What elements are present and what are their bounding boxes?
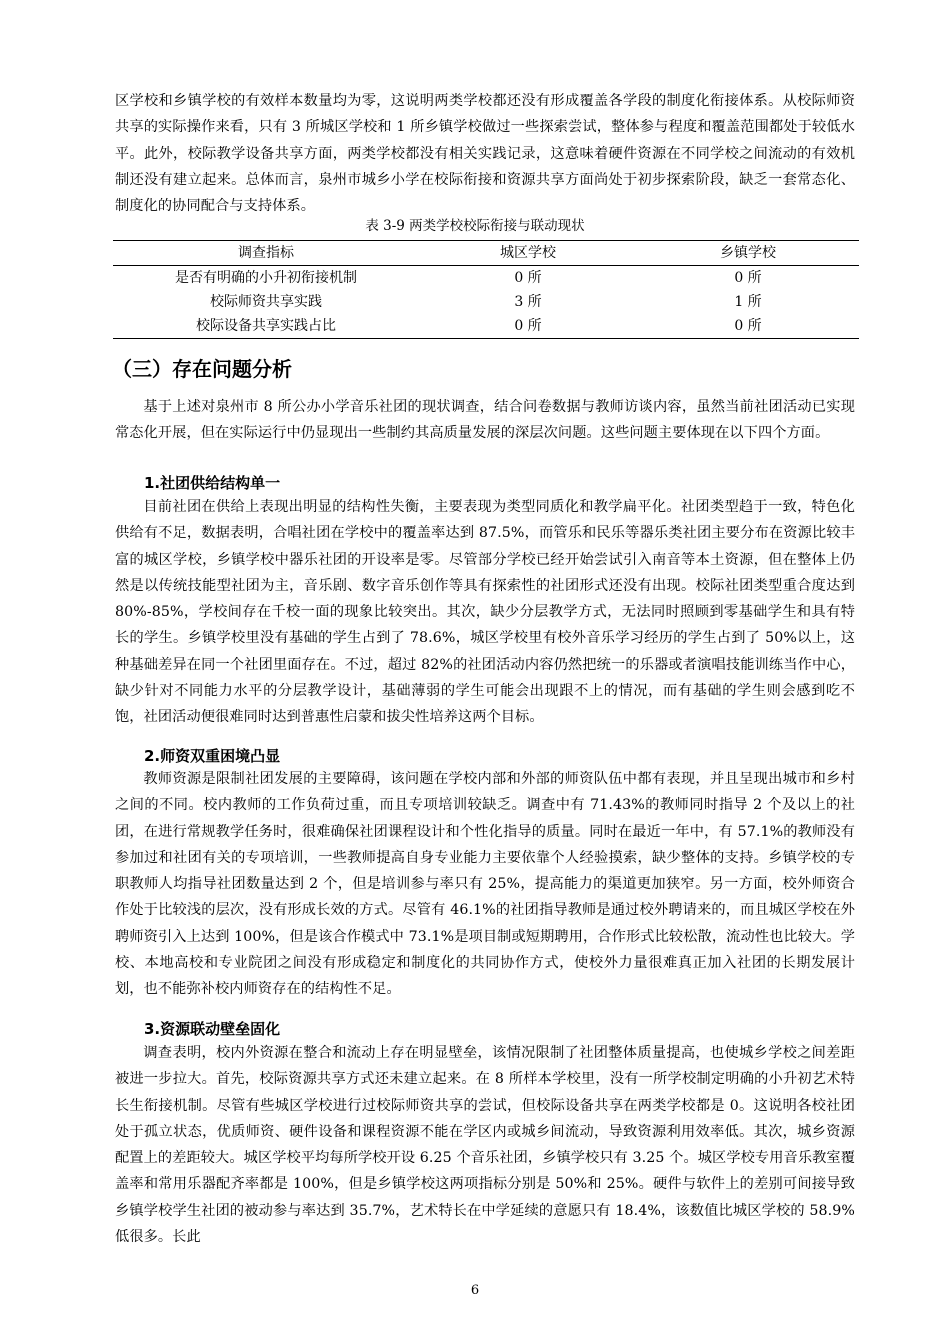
section-intro-paragraph: 基于上述对泉州市 8 所公办小学音乐社团的现状调查，结合问卷数据与教师访谈内容，虽然当前社团活动已实现常态化开展，但在实际运行中仍显现出一些制约其高质量发展的深层次问题。这些问题主要体现在以下四个方面。 [115,399,855,442]
supply-structure-paragraph: 目前社团在供给上表现出明显的结构性失衡，主要表现为类型同质化和教学扁平化。社团类型趋于一致，特色化供给有不足，数据表明，合唱社团在学校中的覆盖率达到 87.5%，而管乐和民乐等器乐类社团主要分布在资源比较丰富的城区学校，乡镇学校中器乐社团的开设率是零。尽管部分学校已经开始尝试引入南音等本土资源，但在整体上仍然是以传统技能型社团为主，音乐剧、数字音乐创作等具有探索性的社团形式还没有出现。校际社团类型重合度达到 80%-85%，学校间存在千校一面的现象比较突出。其次，缺少分层教学方式，无法同时照顾到零基础学生和具有特长的学生。乡镇学校里没有基础的学生占到了 78.6%，城区学校里有校外音乐学习经历的学生占到了 50%以上，这种基础差异在同一个社团里面存在。不过，超过 82%的社团活动内容仍然把统一的乐器或者演唱技能训练当作中心，缺少针对不同能力水平的分层教学设计，基础薄弱的学生可能会出现跟不上的情况，而有基础的学生则会感到吃不饱，社团活动便很难同时达到普惠性启蒙和拔尖性培养这两个目标。 [115,499,855,726]
subheading-resource-barrier: 3.资源联动壁垒固化 [144,1020,281,1038]
table-cell: 0 所 [514,318,542,334]
subheading-supply-structure: 1.社团供给结构单一 [144,474,281,492]
resource-barrier-paragraph: 调查表明，校内外资源在整合和流动上存在明显壁垒，该情况限制了社团整体质量提高，也使城乡学校之间差距被进一步拉大。首先，校际资源共享方式还未建立起来。在 8 所样本学校里，没有一所学校制定明确的小升初艺术特长生衔接机制。尽管有些城区学校进行过校际师资共享的尝试，但校际设备共享在两类学校都是 0。这说明各校社团处于孤立状态，优质师资、硬件设备和课程资源不能在学区内或城乡间流动，导致资源利用效率低。其次，城乡资源配置上的差距较大。城区学校平均每所学校开设 6.25 个音乐社团，乡镇学校只有 3.25 个。城区学校专用音乐教室覆盖率和常用乐器配齐率都是 100%，但是乡镇学校这两项指标分别是 50%和 25%。硬件与软件上的差别可间接导致乡镇学校学生社团的被动参与率达到 35.7%，艺术特长在中学延续的意愿只有 18.4%，该数值比城区学校的 58.9%低很多。长此 [115,1045,855,1246]
table-cell: 0 所 [734,318,762,334]
table-cell: 0 所 [514,270,542,286]
table-cell: 3 所 [514,294,542,310]
linkage-status-table [113,240,859,339]
table-row [113,290,859,314]
header-rural: 乡镇学校 [720,245,776,261]
table-cell: 1 所 [734,294,762,310]
table-cell: 0 所 [734,270,762,286]
table-caption: 表 3-9 两类学校校际衔接与联动现状 [365,218,585,234]
teacher-dilemma-paragraph: 教师资源是限制社团发展的主要障碍，该问题在学校内部和外部的师资队伍中都有表现，并且呈现出城市和乡村之间的不同。校内教师的工作负荷过重，而且专项培训较缺乏。调查中有 71.43%的教师同时指导 2 个及以上的社团，在进行常规教学任务时，很难确保社团课程设计和个性化指导的质量。同时在最近一年中，有 57.1%的教师没有参加过和社团有关的专项培训，一些教师提高自身专业能力主要依靠个人经验摸索，缺少整体的支持。乡镇学校的专职教师人均指导社团数量达到 2 个，但是培训参与率只有 25%，提高能力的渠道更加狭窄。另一方面，校外师资合作处于比较浅的层次，没有形成长效的方式。尽管有 46.1%的社团指导教师是通过校外聘请来的，而且城区学校在外聘师资引入上达到 100%，但是该合作模式中 73.1%是项目制或短期聘用，合作形式比较松散，流动性也比较大。学校、本地高校和专业院团之间没有形成稳定和制度化的共同协作方式，使校外力量很难真正加入社团的长期发展计划，也不能弥补校内师资存在的结构性不足。 [115,771,855,998]
table-header-row [113,241,859,266]
header-indicator: 调查指标 [238,245,294,261]
table-row [113,314,859,339]
table-row [113,266,859,291]
header-urban: 城区学校 [500,245,556,261]
subheading-teacher-dilemma: 2.师资双重困境凸显 [144,747,281,765]
section-heading: （三）存在问题分析 [112,357,292,381]
page-number: 6 [470,1283,480,1298]
table-cell: 是否有明确的小升初衔接机制 [175,270,357,286]
intro-paragraph: 区学校和乡镇学校的有效样本数量均为零，这说明两类学校都还没有形成覆盖各学段的制度化衔接体系。从校际师资共享的实际操作来看，只有 3 所城区学校和 1 所乡镇学校做过一些探索尝试，整体参与程度和覆盖范围都处于较低水平。此外，校际教学设备共享方面，两类学校都没有相关实践记录，这意味着硬件资源在不同学校之间流动的有效机制还没有建立起来。总体而言，泉州市城乡小学在校际衔接和资源共享方面尚处于初步探索阶段，缺乏一套常态化、制度化的协同配合与支持体系。 [115,93,855,215]
table-cell: 校际设备共享实践占比 [196,318,336,334]
table-cell: 校际师资共享实践 [210,294,322,310]
